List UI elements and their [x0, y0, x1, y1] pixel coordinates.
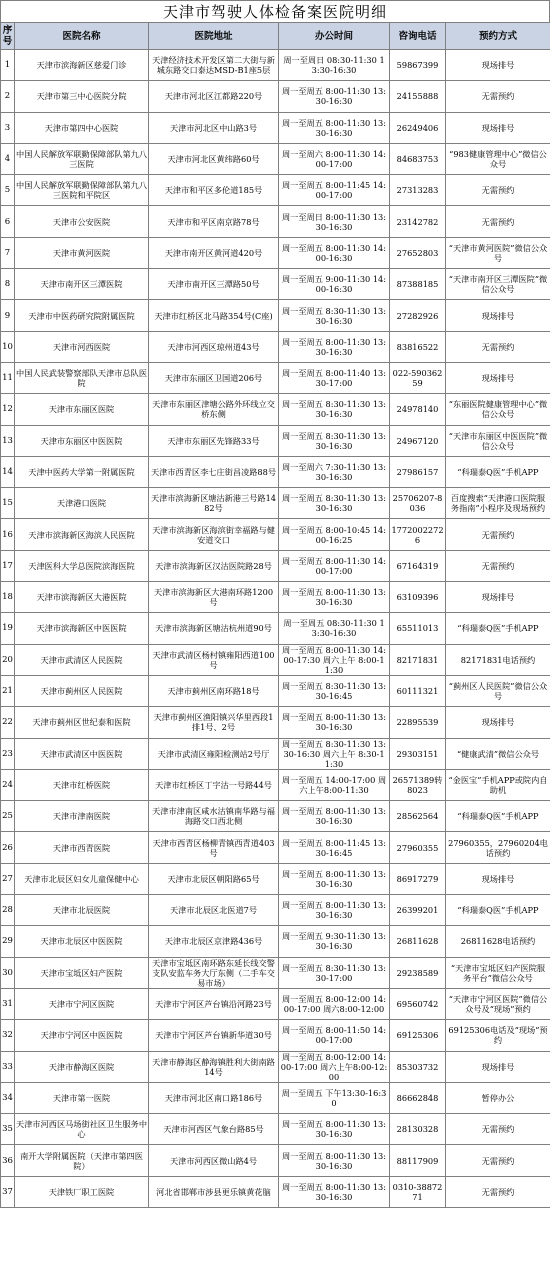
page-title: 天津市驾驶人体检备案医院明细: [0, 0, 550, 22]
row-index-cell: 3: [1, 112, 15, 143]
hospital-address-cell: 天津经济技术开发区第二大街与新城东路交口泰达MSD-B1座5层: [149, 50, 279, 81]
hospital-address-cell: 天津市宁河区芦台镇沿河路23号: [149, 988, 279, 1019]
phone-number-cell: 65511013: [390, 613, 446, 644]
table-row: [1, 206, 550, 237]
hospital-address-cell: 天津市河北区黄纬路60号: [149, 143, 279, 174]
table-row: [1, 863, 550, 894]
phone-number-cell: 24978140: [390, 394, 446, 425]
booking-method-cell: 26811628电话预约: [446, 926, 550, 957]
booking-method-cell: 无需预约: [446, 81, 550, 112]
phone-number-cell: 27986157: [390, 456, 446, 487]
row-index-cell: 36: [1, 1145, 15, 1176]
booking-method-cell: 暂停办公: [446, 1082, 550, 1113]
table-row: [1, 1051, 550, 1082]
row-index-cell: 35: [1, 1114, 15, 1145]
row-index-cell: 26: [1, 832, 15, 863]
booking-method-cell: “科瑞泰Q医”手机APP: [446, 895, 550, 926]
office-hours-cell: 周一至周五 8:00-12:00 14:00-17:00 周六8:00-12:00: [279, 988, 390, 1019]
phone-number-cell: 84683753: [390, 143, 446, 174]
hospital-address-cell: 天津市东丽区津塘公路外环线立交桥东侧: [149, 394, 279, 425]
office-hours-cell: 周一至周日 8:00-11:30 13:30-16:30: [279, 206, 390, 237]
hospital-name-cell: 天津市公安医院: [15, 206, 149, 237]
hospital-name-cell: 天津市黄河医院: [15, 237, 149, 268]
row-index-cell: 31: [1, 988, 15, 1019]
hospital-name-cell: 天津市第四中心医院: [15, 112, 149, 143]
hospital-address-cell: 天津市河北区江都路220号: [149, 81, 279, 112]
phone-number-cell: 26249406: [390, 112, 446, 143]
booking-method-cell: “科瑞泰Q医”手机APP: [446, 613, 550, 644]
hospital-address-cell: 天津市河西区气象台路85号: [149, 1114, 279, 1145]
hospital-name-cell: 天津市滨海新区中医医院: [15, 613, 149, 644]
hospital-name-cell: 天津市蓟州区世纪泰和医院: [15, 707, 149, 738]
row-index-cell: 15: [1, 488, 15, 519]
hospital-name-cell: 天津市宁河区中医医院: [15, 1020, 149, 1051]
phone-number-cell: 67164319: [390, 550, 446, 581]
booking-method-cell: 无需预约: [446, 206, 550, 237]
phone-number-cell: 29303151: [390, 738, 446, 769]
office-hours-cell: 周一至周五 8:00-11:30 13:30-16:30: [279, 801, 390, 832]
booking-method-cell: “天津市黄河医院”微信公众号: [446, 237, 550, 268]
hospital-name-cell: 天津市河西区马场街社区卫生服务中心: [15, 1114, 149, 1145]
phone-number-cell: 29238589: [390, 957, 446, 988]
booking-method-cell: “天津市宝坻区妇产医院服务平台”微信公众号: [446, 957, 550, 988]
office-hours-cell: 周一至周五 08:30-11:30 13:30-16:30: [279, 613, 390, 644]
hospital-address-cell: 天津市河北区中山路3号: [149, 112, 279, 143]
office-hours-cell: 周一至周五 8:30-11:30 13:30-17:00: [279, 957, 390, 988]
hospital-name-cell: 天津市滨海新区慈爱门诊: [15, 50, 149, 81]
office-hours-cell: 周一至周五 8:00-11:30 13:30-16:30: [279, 707, 390, 738]
phone-number-cell: 60111321: [390, 675, 446, 706]
booking-method-cell: 现场排号: [446, 50, 550, 81]
table-row: [1, 738, 550, 769]
row-index-cell: 32: [1, 1020, 15, 1051]
row-index-cell: 19: [1, 613, 15, 644]
hospital-address-cell: 天津市滨海新区塘沽新港三号路1482号: [149, 488, 279, 519]
phone-number-cell: 17720022726: [390, 519, 446, 550]
hospital-name-cell: 天津市第一医院: [15, 1082, 149, 1113]
table-row: [1, 1020, 550, 1051]
booking-method-cell: 现场排号: [446, 582, 550, 613]
office-hours-cell: 周一至周五 下午13:30-16:30: [279, 1082, 390, 1113]
booking-method-cell: “天津市南开区三潭医院”微信公众号: [446, 269, 550, 300]
hospital-name-cell: 天津市东丽区中医医院: [15, 425, 149, 456]
hospital-name-cell: 天津市静海区医院: [15, 1051, 149, 1082]
hospital-address-cell: 天津市东丽区卫国道206号: [149, 362, 279, 393]
phone-number-cell: 28562564: [390, 801, 446, 832]
hospital-address-cell: 天津市武清区杨村镇雍阳西道100号: [149, 644, 279, 675]
table-row: [1, 1176, 550, 1207]
row-index-cell: 33: [1, 1051, 15, 1082]
hospital-address-cell: 天津市和平区多伦道185号: [149, 175, 279, 206]
row-index-cell: 27: [1, 863, 15, 894]
hospital-name-cell: 天津市第三中心医院分院: [15, 81, 149, 112]
hospital-name-cell: 天津市武清区中医医院: [15, 738, 149, 769]
table-row: [1, 832, 550, 863]
table-row: [1, 300, 550, 331]
hospital-name-cell: 天津市滨海新区海滨人民医院: [15, 519, 149, 550]
hospital-name-cell: 天津铁厂职工医院: [15, 1176, 149, 1207]
hospital-name-cell: 中国人民解放军联勤保障部队第九八三医院和平院区: [15, 175, 149, 206]
row-index-cell: 20: [1, 644, 15, 675]
table-row: [1, 269, 550, 300]
office-hours-cell: 周一至周五 8:00-11:30 13:30-16:30: [279, 582, 390, 613]
row-index-cell: 10: [1, 331, 15, 362]
booking-method-cell: 无需预约: [446, 1114, 550, 1145]
hospital-name-cell: 天津市东丽区医院: [15, 394, 149, 425]
table-row: [1, 550, 550, 581]
hospital-name-cell: 南开大学附属医院（天津市第四医院）: [15, 1145, 149, 1176]
office-hours-cell: 周一至周五 8:00-11:30 13:30-16:30: [279, 1145, 390, 1176]
hospital-name-cell: 天津市滨海新区大港医院: [15, 582, 149, 613]
booking-method-cell: 现场排号: [446, 1051, 550, 1082]
office-hours-cell: 周一至周五 8:30-11:30 13:30-16:30 周六上午 8:30-11:30: [279, 738, 390, 769]
table-body: [1, 50, 550, 1208]
row-index-cell: 17: [1, 550, 15, 581]
table-row: [1, 50, 550, 81]
booking-method-cell: “科瑞泰Q医”手机APP: [446, 456, 550, 487]
hospital-name-cell: 天津市红桥医院: [15, 769, 149, 800]
table-row: [1, 582, 550, 613]
booking-method-cell: “东丽医院健康管理中心”微信公众号: [446, 394, 550, 425]
table-row: [1, 112, 550, 143]
header-hospital-address: 医院地址: [149, 23, 279, 50]
phone-number-cell: 24967120: [390, 425, 446, 456]
office-hours-cell: 周一至周五 8:00-10:45 14:00-16:25: [279, 519, 390, 550]
row-index-cell: 8: [1, 269, 15, 300]
table-row: [1, 456, 550, 487]
table-row: [1, 675, 550, 706]
hospital-address-cell: 天津市北辰区北医道7号: [149, 895, 279, 926]
hospital-address-cell: 天津市宝坻区南环路东延长线交警支队安监车务大厅东侧（二手车交易市场）: [149, 957, 279, 988]
phone-number-cell: 86917279: [390, 863, 446, 894]
booking-method-cell: 无需预约: [446, 331, 550, 362]
table-row: [1, 1082, 550, 1113]
booking-method-cell: 69125306电话及“现场”预约: [446, 1020, 550, 1051]
table-row: [1, 613, 550, 644]
row-index-cell: 9: [1, 300, 15, 331]
table-row: [1, 143, 550, 174]
table-row: [1, 988, 550, 1019]
office-hours-cell: 周一至周六 8:00-11:30 14:00-17:00: [279, 143, 390, 174]
booking-method-cell: “天津市东丽区中医医院”微信公众号: [446, 425, 550, 456]
booking-method-cell: 无需预约: [446, 550, 550, 581]
row-index-cell: 13: [1, 425, 15, 456]
row-index-cell: 23: [1, 738, 15, 769]
hospital-address-cell: 天津市宁河区芦台镇新华道30号: [149, 1020, 279, 1051]
hospital-name-cell: 天津市河西医院: [15, 331, 149, 362]
hospital-address-cell: 天津市河北区南口路186号: [149, 1082, 279, 1113]
booking-method-cell: 82171831电话预约: [446, 644, 550, 675]
phone-number-cell: 27282926: [390, 300, 446, 331]
booking-method-cell: “天津市宁河区医院”微信公众号及“现场”预约: [446, 988, 550, 1019]
hospital-address-cell: 天津市南开区黄河道420号: [149, 237, 279, 268]
hospital-address-cell: 天津市滨海新区大港南环路1200号: [149, 582, 279, 613]
phone-number-cell: 28130328: [390, 1114, 446, 1145]
phone-number-cell: 24155888: [390, 81, 446, 112]
hospital-name-cell: 天津市南开区三潭医院: [15, 269, 149, 300]
row-index-cell: 18: [1, 582, 15, 613]
booking-method-cell: “983健康管理中心”微信公众号: [446, 143, 550, 174]
hospital-address-cell: 天津市南开区三潭路50号: [149, 269, 279, 300]
row-index-cell: 6: [1, 206, 15, 237]
hospital-name-cell: 天津市中医药研究院附属医院: [15, 300, 149, 331]
table-row: [1, 801, 550, 832]
table-row: [1, 175, 550, 206]
table-row: [1, 1145, 550, 1176]
hospital-name-cell: 天津市北辰区中医医院: [15, 926, 149, 957]
table-row: [1, 331, 550, 362]
row-index-cell: 29: [1, 926, 15, 957]
booking-method-cell: 现场排号: [446, 362, 550, 393]
phone-number-cell: 022-59036259: [390, 362, 446, 393]
row-index-cell: 7: [1, 237, 15, 268]
hospital-name-cell: 天津港口医院: [15, 488, 149, 519]
office-hours-cell: 周一至周五 8:00-11:45 14:00-17:00: [279, 175, 390, 206]
phone-number-cell: 0310-3887271: [390, 1176, 446, 1207]
office-hours-cell: 周一至周五 8:00-11:30 13:30-16:30: [279, 81, 390, 112]
row-index-cell: 1: [1, 50, 15, 81]
row-index-cell: 14: [1, 456, 15, 487]
booking-method-cell: 现场排号: [446, 863, 550, 894]
table-row: [1, 81, 550, 112]
office-hours-cell: 周一至周五 9:00-11:30 14:00-16:30: [279, 269, 390, 300]
hospital-name-cell: 天津市西青医院: [15, 832, 149, 863]
table-row: [1, 1114, 550, 1145]
row-index-cell: 11: [1, 362, 15, 393]
booking-method-cell: 现场排号: [446, 300, 550, 331]
hospital-address-cell: 天津市滨海新区塘沽杭州道90号: [149, 613, 279, 644]
office-hours-cell: 周一至周五 8:30-11:30 13:30-16:30: [279, 300, 390, 331]
phone-number-cell: 27313283: [390, 175, 446, 206]
office-hours-cell: 周一至周五 8:00-11:30 13:30-16:30: [279, 863, 390, 894]
hospital-address-cell: 河北省邯郸市涉县更乐镇黄花脑: [149, 1176, 279, 1207]
hospital-name-cell: 天津市北辰医院: [15, 895, 149, 926]
booking-method-cell: 无需预约: [446, 519, 550, 550]
office-hours-cell: 周一至周五 8:30-11:30 13:30-16:30: [279, 488, 390, 519]
booking-method-cell: 现场排号: [446, 707, 550, 738]
row-index-cell: 16: [1, 519, 15, 550]
booking-method-cell: 现场排号: [446, 112, 550, 143]
office-hours-cell: 周一至周五 8:00-11:30 14:00-17:30 周六上午 8:00-11:30: [279, 644, 390, 675]
hospital-address-cell: 天津市红桥区丁字沽一号路44号: [149, 769, 279, 800]
table-row: [1, 425, 550, 456]
booking-method-cell: 百度搜索“天津港口医院服务指南”小程序及现场预约: [446, 488, 550, 519]
office-hours-cell: 周一至周五 8:00-11:30 13:30-16:30: [279, 895, 390, 926]
office-hours-cell: 周一至周五 8:00-11:30 13:30-16:30: [279, 112, 390, 143]
office-hours-cell: 周一至周五 8:30-11:30 13:30-16:30: [279, 394, 390, 425]
booking-method-cell: 27960355，27960204电话预约: [446, 832, 550, 863]
row-index-cell: 25: [1, 801, 15, 832]
row-index-cell: 22: [1, 707, 15, 738]
phone-number-cell: 23142782: [390, 206, 446, 237]
office-hours-cell: 周一至周五 8:00-11:30 13:30-16:30: [279, 331, 390, 362]
hospital-address-cell: 天津市武清区雍阳检测站2号厅: [149, 738, 279, 769]
booking-method-cell: 无需预约: [446, 1176, 550, 1207]
row-index-cell: 30: [1, 957, 15, 988]
office-hours-cell: 周一至周五 8:00-11:40 13:30-17:00: [279, 362, 390, 393]
table-row: [1, 237, 550, 268]
phone-number-cell: 63109396: [390, 582, 446, 613]
hospital-address-cell: 天津市蓟州区渔阳镇兴华里西段1排1号、2号: [149, 707, 279, 738]
hospital-address-cell: 天津市西青区杨柳青镇西青道403号: [149, 832, 279, 863]
hospital-address-cell: 天津市蓟州区南环路18号: [149, 675, 279, 706]
phone-number-cell: 69125306: [390, 1020, 446, 1051]
table-row: [1, 957, 550, 988]
hospital-address-cell: 天津市西青区李七庄街昌凌路88号: [149, 456, 279, 487]
phone-number-cell: 69560742: [390, 988, 446, 1019]
hospital-name-cell: 天津市蓟州区人民医院: [15, 675, 149, 706]
office-hours-cell: 周一至周五 8:00-11:50 14:00-17:00: [279, 1020, 390, 1051]
hospital-address-cell: 天津市和平区南京路78号: [149, 206, 279, 237]
hospital-address-cell: 天津市滨海新区海滨街幸福路与健安道交口: [149, 519, 279, 550]
header-phone: 咨询电话: [390, 23, 446, 50]
phone-number-cell: 27960355: [390, 832, 446, 863]
office-hours-cell: 周一至周五 8:00-11:30 14:00-17:00: [279, 550, 390, 581]
phone-number-cell: 25706207-8036: [390, 488, 446, 519]
office-hours-cell: 周一至周五 8:00-11:45 13:30-16:45: [279, 832, 390, 863]
hospital-name-cell: 天津中医药大学第一附属医院: [15, 456, 149, 487]
office-hours-cell: 周一至周五 8:00-11:30 13:30-16:30: [279, 1114, 390, 1145]
office-hours-cell: 周一至周六 7:30-11:30 13:30-16:30: [279, 456, 390, 487]
header-office-hours: 办公时间: [279, 23, 390, 50]
hospital-name-cell: 中国人民武装警察部队天津市总队医院: [15, 362, 149, 393]
phone-number-cell: 26811628: [390, 926, 446, 957]
row-index-cell: 28: [1, 895, 15, 926]
table-row: [1, 707, 550, 738]
row-index-cell: 24: [1, 769, 15, 800]
table-row: [1, 644, 550, 675]
header-booking-method: 预约方式: [446, 23, 550, 50]
hospital-name-cell: 天津市武清区人民医院: [15, 644, 149, 675]
hospital-address-cell: 天津市河西区琼州道43号: [149, 331, 279, 362]
table-row: [1, 394, 550, 425]
office-hours-cell: 周一至周五 8:00-11:30 13:30-16:30: [279, 1176, 390, 1207]
hospital-name-cell: 天津市津南医院: [15, 801, 149, 832]
row-index-cell: 4: [1, 143, 15, 174]
hospital-address-cell: 天津市北辰区京津路436号: [149, 926, 279, 957]
table-row: [1, 895, 550, 926]
office-hours-cell: 周一至周五 8:00-11:30 14:00-16:30: [279, 237, 390, 268]
phone-number-cell: 26571389转8023: [390, 769, 446, 800]
hospital-address-cell: 天津市津南区咸水沽镇南华路与福海路交口西北侧: [149, 801, 279, 832]
table-row: [1, 769, 550, 800]
table-header-row: [1, 23, 550, 50]
office-hours-cell: 周一至周五 8:30-11:30 13:30-16:45: [279, 675, 390, 706]
phone-number-cell: 82171831: [390, 644, 446, 675]
phone-number-cell: 27652803: [390, 237, 446, 268]
row-index-cell: 12: [1, 394, 15, 425]
table-row: [1, 488, 550, 519]
row-index-cell: 5: [1, 175, 15, 206]
phone-number-cell: 85303732: [390, 1051, 446, 1082]
table-row: [1, 926, 550, 957]
phone-number-cell: 86662848: [390, 1082, 446, 1113]
hospital-name-cell: 天津市宁河区医院: [15, 988, 149, 1019]
office-hours-cell: 周一至周五 8:30-11:30 13:30-16:30: [279, 425, 390, 456]
row-index-cell: 37: [1, 1176, 15, 1207]
office-hours-cell: 周一至周五 8:00-12:00 14:00-17:00 周六上午8:00-12:00: [279, 1051, 390, 1082]
booking-method-cell: 无需预约: [446, 175, 550, 206]
row-index-cell: 21: [1, 675, 15, 706]
booking-method-cell: “蓟州区人民医院”微信公众号: [446, 675, 550, 706]
booking-method-cell: “科瑞泰Q医”手机APP: [446, 801, 550, 832]
hospital-address-cell: 天津市河西区微山路4号: [149, 1145, 279, 1176]
hospital-address-cell: 天津市滨海新区汉沽医院路28号: [149, 550, 279, 581]
row-index-cell: 34: [1, 1082, 15, 1113]
hospital-name-cell: 天津市宝坻区妇产医院: [15, 957, 149, 988]
office-hours-cell: 周一至周日 08:30-11:30 13:30-16:30: [279, 50, 390, 81]
booking-method-cell: 无需预约: [446, 1145, 550, 1176]
hospital-name-cell: 天津市北辰区妇女儿童保健中心: [15, 863, 149, 894]
phone-number-cell: 22895539: [390, 707, 446, 738]
booking-method-cell: “金医宝”手机APP或院内自助机: [446, 769, 550, 800]
hospital-table: [0, 22, 550, 1208]
phone-number-cell: 59867399: [390, 50, 446, 81]
phone-number-cell: 88117909: [390, 1145, 446, 1176]
header-index: 序号: [1, 23, 15, 50]
header-hospital-name: 医院名称: [15, 23, 149, 50]
hospital-address-cell: 天津市静海区静海镇胜利大街南路14号: [149, 1051, 279, 1082]
row-index-cell: 2: [1, 81, 15, 112]
office-hours-cell: 周一至周五 14:00-17:00 周六上午8:00-11:30: [279, 769, 390, 800]
phone-number-cell: 83816522: [390, 331, 446, 362]
hospital-name-cell: 中国人民解放军联勤保障部队第九八三医院: [15, 143, 149, 174]
phone-number-cell: 87388185: [390, 269, 446, 300]
hospital-name-cell: 天津医科大学总医院滨海医院: [15, 550, 149, 581]
office-hours-cell: 周一至周五 9:30-11:30 13:30-16:30: [279, 926, 390, 957]
table-row: [1, 519, 550, 550]
hospital-address-cell: 天津市北辰区朝阳路65号: [149, 863, 279, 894]
table-row: [1, 362, 550, 393]
hospital-address-cell: 天津市东丽区先锋路33号: [149, 425, 279, 456]
booking-method-cell: “健康武清”微信公众号: [446, 738, 550, 769]
phone-number-cell: 26399201: [390, 895, 446, 926]
hospital-address-cell: 天津市红桥区北马路354号(C座): [149, 300, 279, 331]
